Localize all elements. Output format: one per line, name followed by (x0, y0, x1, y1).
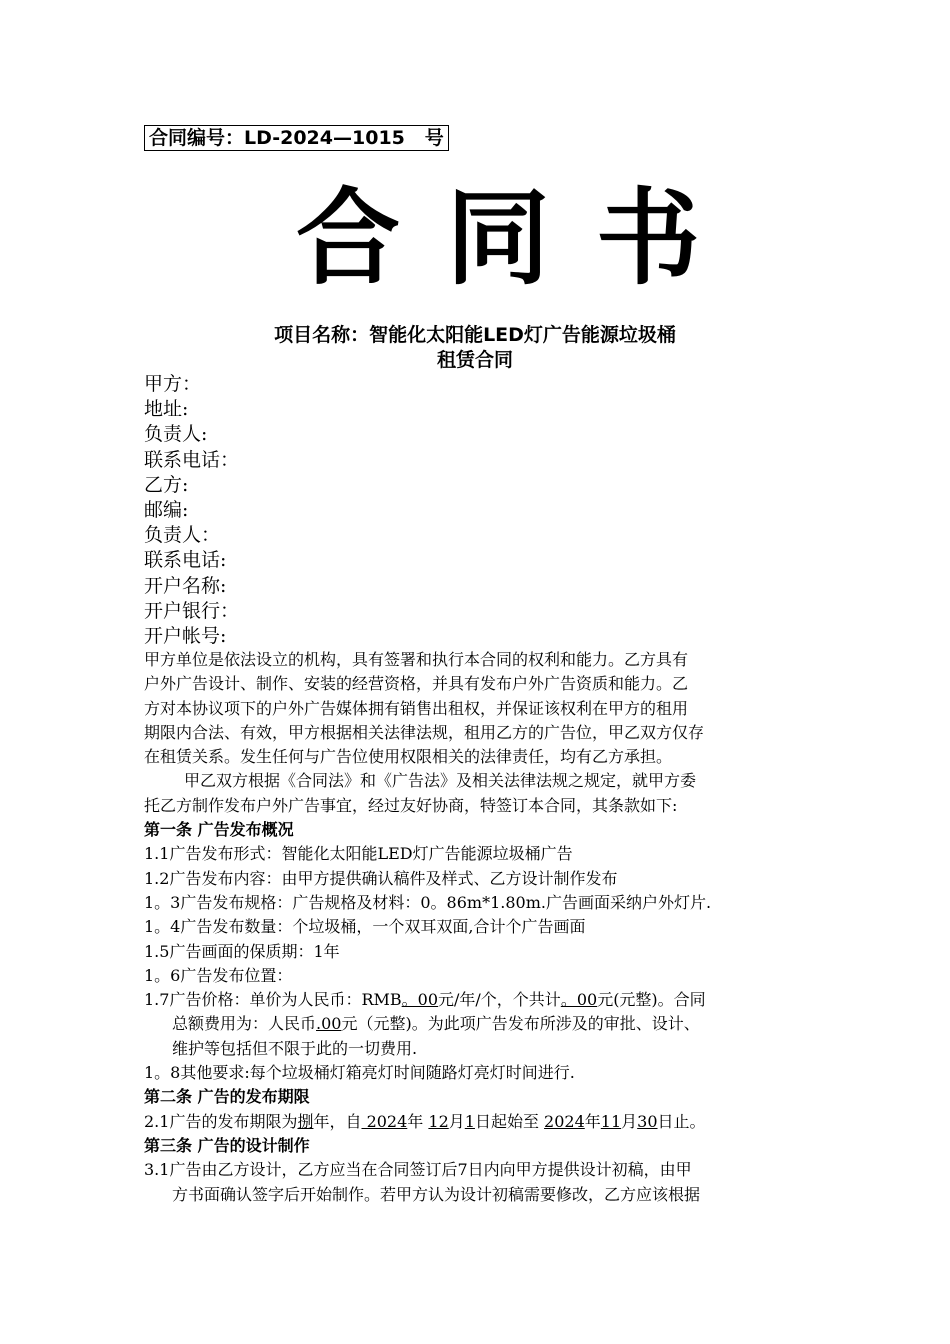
party-a-address-field: 地址: (144, 398, 189, 421)
start-day-blank: 1 (464, 1111, 475, 1131)
end-month-blank: 11 (600, 1111, 622, 1131)
intro-line: 户外广告设计、制作、安装的经营资格，并具有发布户外广告资质和能力。乙 (144, 674, 689, 694)
clause-1-3: 1。3广告发布规格：广告规格及材料：0。86m*1.80m.广告画面采纳户外灯片. (144, 892, 712, 912)
start-month-blank: 12 (428, 1111, 449, 1131)
account-number-field: 开户帐号: (144, 625, 227, 648)
project-name (0, 323, 950, 373)
party-info-block (144, 372, 239, 649)
term-years-blank: 捌 (297, 1111, 314, 1131)
subtotal-blank: 。00 (560, 990, 598, 1010)
clause-1-1: 1.1广告发布形式：智能化太阳能LED灯广告能源垃圾桶广告 (144, 844, 573, 864)
clause-1-4: 1。4广告发布数量：个垃圾桶，一个双耳双面,合计个广告画面 (144, 917, 586, 937)
unit-price-blank: 。00 (401, 990, 439, 1010)
clause-2-1: 2.1广告的发布期限为捌年，自 2024年 12月1日起始至 2024年11月30日止。 (144, 1111, 706, 1131)
party-a-phone-field: 联系电话： (144, 448, 240, 471)
clause-1-6: 1。6广告发布位置： (144, 965, 293, 985)
preamble-line: 托乙方制作发布户外广告事宜，经过友好协商，特签订本合同，其条款如下: (144, 795, 678, 815)
article-3-heading: 第三条 广告的设计制作 (144, 1135, 310, 1155)
document-title: 合同书 (295, 177, 746, 299)
party-b-phone-field: 联系电话: (144, 549, 227, 572)
account-name-field: 开户名称: (144, 574, 227, 597)
intro-line: 在租赁关系。发生任何与广告位使用权限相关的法律责任，均有乙方承担。 (144, 747, 673, 767)
end-day-blank: 30 (637, 1111, 658, 1131)
project-name-line1: 项目名称：智能化太阳能LED灯广告能源垃圾桶 (274, 324, 676, 346)
clause-1-7-cont: 总额费用为：人民币.00元（元整)。为此项广告发布所涉及的审批、设计、 (172, 1014, 700, 1034)
bank-field: 开户银行： (144, 599, 240, 622)
project-name-line2: 租赁合同 (436, 349, 513, 371)
clause-1-5: 1.5广告画面的保质期：1年 (144, 941, 340, 961)
party-b-postcode-field: 邮编: (144, 499, 189, 522)
total-amount-blank: .00 (316, 1014, 342, 1034)
clause-1-7: 1.7广告价格：单价为人民币：RMB。00元/年/个，个共计。00元(元整)。合同 (144, 990, 706, 1010)
clause-1-2: 1.2广告发布内容：由甲方提供确认稿件及样式、乙方设计制作发布 (144, 868, 618, 888)
party-b-field: 乙方: (144, 473, 189, 496)
intro-line: 甲方单位是依法设立的机构，具有签署和执行本合同的权利和能力。乙方具有 (144, 650, 689, 669)
party-a-representative-field: 负责人: (144, 423, 208, 446)
clause-3-1-cont: 方书面确认签字后开始制作。若甲方认为设计初稿需要修改，乙方应该根据 (172, 1184, 701, 1204)
contract-body (144, 648, 824, 1207)
article-2-heading: 第二条 广告的发布期限 (144, 1087, 310, 1107)
end-year-blank: 2024 (544, 1111, 585, 1131)
party-a-field: 甲方： (144, 373, 202, 395)
clause-3-1: 3.1广告由乙方设计，乙方应当在合同签订后7日内向甲方提供设计初稿，由甲 (144, 1160, 692, 1180)
clause-1-7-cont: 维护等包括但不限于此的一切费用. (172, 1038, 418, 1058)
party-b-representative-field: 负责人： (144, 524, 221, 547)
start-year-blank: 2024 (361, 1111, 408, 1131)
preamble-line: 甲乙双方根据《合同法》和《广告法》及相关法律法规之规定，就甲方委 (184, 771, 697, 791)
clause-1-8: 1。8其他要求:每个垃圾桶灯箱亮灯时间随路灯亮灯时间进行. (144, 1063, 575, 1083)
intro-line: 方对本协议项下的户外广告媒体拥有销售出租权，并保证该权利在甲方的租用 (144, 698, 689, 718)
contract-number: 合同编号：LD-2024—1015 号 (144, 125, 449, 151)
intro-line: 期限内合法、有效，甲方根据相关法律法规，租用乙方的广告位，甲乙双方仅存 (144, 722, 705, 742)
article-1-heading: 第一条 广告发布概况 (144, 820, 294, 840)
